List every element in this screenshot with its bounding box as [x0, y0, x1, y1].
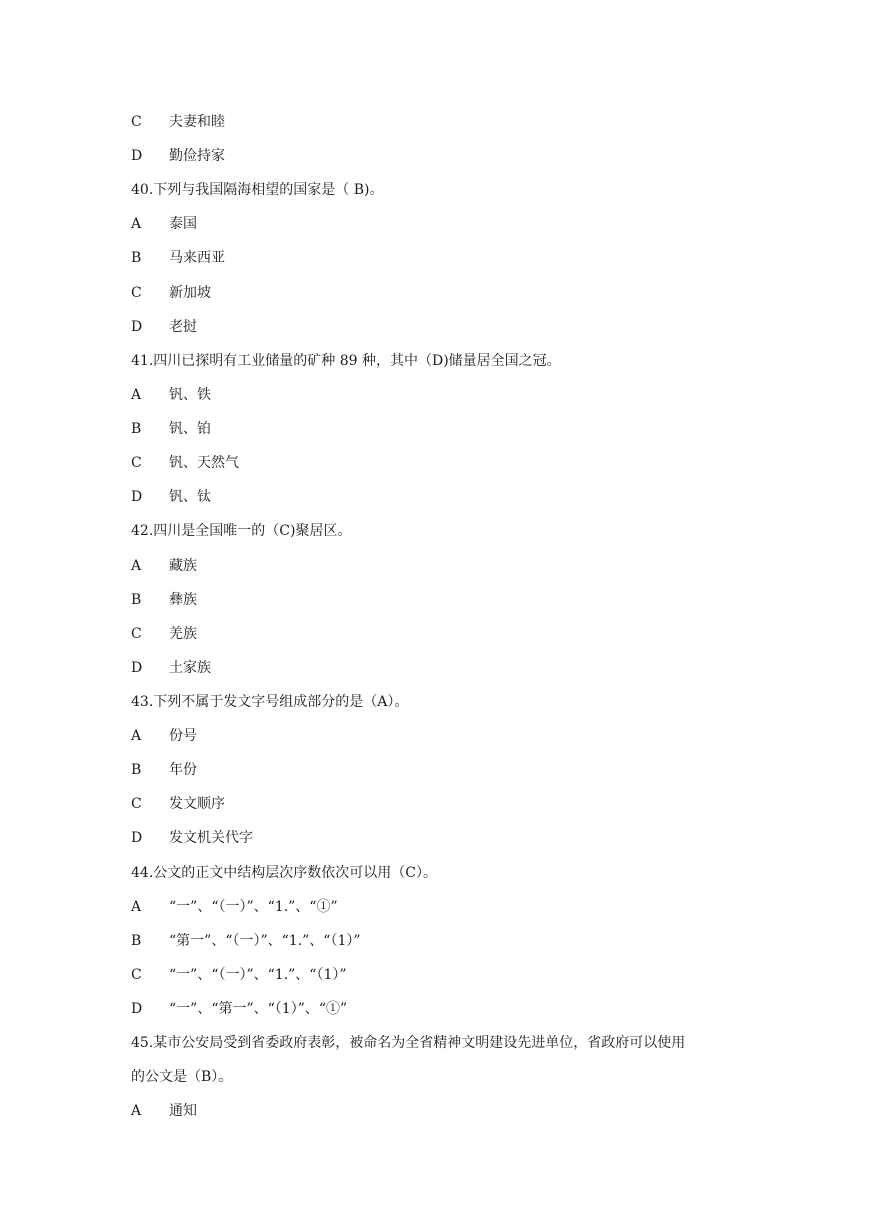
- option-line: [131, 932, 361, 950]
- option-line: [131, 249, 225, 267]
- option-text: 泰国: [169, 216, 197, 232]
- option-text: 钒、铁: [169, 387, 211, 403]
- option-line: [131, 386, 211, 404]
- question-line: 42.四川是全国唯一的（C)聚居区。: [131, 523, 352, 539]
- question-line: 45.某市公安局受到省委政府表彰，被命名为全省精神文明建设先进单位，省政府可以使用: [131, 1035, 686, 1051]
- option-line: [131, 284, 211, 302]
- option-letter: A: [131, 558, 142, 574]
- option-letter: C: [131, 455, 142, 471]
- option-letter: A: [131, 216, 142, 232]
- option-line: [131, 625, 197, 643]
- option-line: [131, 454, 239, 472]
- option-text: 老挝: [169, 319, 197, 335]
- question-line: 44.公文的正文中结构层次序数依次可以用（C）。: [131, 865, 437, 881]
- option-letter: B: [131, 762, 142, 778]
- option-line: [131, 318, 197, 336]
- option-text: 土家族: [169, 660, 211, 676]
- option-line: [131, 761, 197, 779]
- option-text: “一”、“第一”、“（1）”、“①”: [169, 1001, 348, 1017]
- option-text: 通知: [169, 1103, 197, 1119]
- option-line: [131, 557, 197, 575]
- option-text: 钒、钛: [169, 489, 211, 505]
- option-text: “第一”、“（一）”、“1.”、“（1）”: [169, 933, 361, 949]
- option-letter: A: [131, 387, 142, 403]
- option-line: [131, 420, 211, 438]
- option-line: [131, 488, 211, 506]
- option-line: [131, 795, 225, 813]
- option-text: “一”、“（一）”、“1.”、“①”: [169, 899, 338, 915]
- option-text: 新加坡: [169, 285, 211, 301]
- option-text: 份号: [169, 728, 197, 744]
- option-text: 勤俭持家: [169, 148, 225, 164]
- question-line: 的公文是（B）。: [131, 1069, 233, 1085]
- question-line: 43.下列不属于发文字号组成部分的是（A）。: [131, 694, 409, 710]
- option-line: [131, 215, 197, 233]
- option-letter: A: [131, 899, 142, 915]
- option-letter: C: [131, 114, 142, 130]
- option-letter: D: [131, 319, 143, 335]
- option-letter: A: [131, 728, 142, 744]
- option-letter: D: [131, 489, 143, 505]
- option-text: 年份: [169, 762, 197, 778]
- option-text: 钒、铂: [169, 421, 211, 437]
- question-line: 40.下列与我国隔海相望的国家是（ B)。: [131, 182, 384, 198]
- option-line: [131, 1000, 347, 1018]
- option-letter: C: [131, 285, 142, 301]
- option-line: [131, 898, 338, 916]
- option-line: [131, 147, 225, 165]
- option-letter: B: [131, 592, 142, 608]
- option-line: [131, 727, 197, 745]
- option-text: 彝族: [169, 592, 197, 608]
- option-line: [131, 659, 211, 677]
- option-text: 发文机关代字: [169, 830, 253, 846]
- option-letter: C: [131, 967, 142, 983]
- option-text: 夫妻和睦: [169, 114, 225, 130]
- option-letter: B: [131, 250, 142, 266]
- option-line: [131, 829, 253, 847]
- option-text: 钒、天然气: [169, 455, 239, 471]
- option-text: 藏族: [169, 558, 197, 574]
- option-letter: B: [131, 933, 142, 949]
- option-text: 马来西亚: [169, 250, 225, 266]
- option-letter: B: [131, 421, 142, 437]
- option-letter: A: [131, 1103, 142, 1119]
- option-letter: D: [131, 1001, 143, 1017]
- option-text: 发文顺序: [169, 796, 225, 812]
- option-line: [131, 966, 347, 984]
- option-line: [131, 591, 197, 609]
- option-text: “一”、“（一）”、“1.”、“（1）”: [169, 967, 347, 983]
- option-letter: C: [131, 626, 142, 642]
- option-letter: D: [131, 830, 143, 846]
- option-letter: D: [131, 660, 143, 676]
- option-line: [131, 113, 225, 131]
- option-text: 羌族: [169, 626, 197, 642]
- option-letter: D: [131, 148, 143, 164]
- option-letter: C: [131, 796, 142, 812]
- question-line: 41.四川已探明有工业储量的矿种 89 种，其中（D)储量居全国之冠。: [131, 353, 561, 369]
- option-line: [131, 1102, 197, 1120]
